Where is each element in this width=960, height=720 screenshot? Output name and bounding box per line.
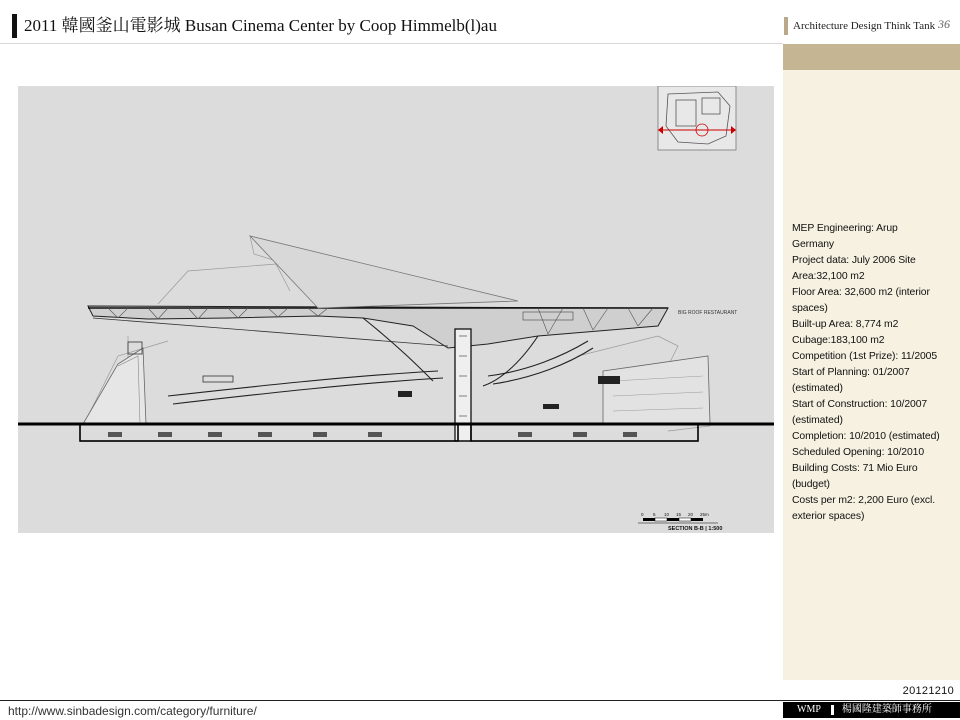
section-drawing-svg (18, 86, 774, 533)
scale-tick-4: 20 (688, 512, 694, 517)
key-plan-thumbnail (658, 86, 736, 150)
section-label: SECTION B-B | 1:500 (668, 526, 723, 532)
think-tank-accent-bar (784, 17, 788, 35)
footer-divider (0, 700, 960, 701)
info-line: Project data: July 2006 Site (792, 255, 916, 266)
info-line: (estimated) (792, 415, 843, 426)
info-line: Area:32,100 m2 (792, 271, 865, 282)
roof-wing (250, 236, 518, 308)
info-line: Start of Construction: 10/2007 (792, 399, 928, 410)
section-drawing (18, 86, 774, 533)
info-line: Costs per m2: 2,200 Euro (excl. (792, 495, 936, 506)
think-tank-label: Architecture Design Think Tank (793, 20, 936, 32)
scale-tick-2: 10 (664, 512, 670, 517)
date-stamp: 20121210 (902, 685, 954, 697)
info-line: (estimated) (792, 383, 843, 394)
info-line: Start of Planning: 01/2007 (792, 367, 910, 378)
info-line: MEP Engineering: Arup (792, 223, 898, 234)
page-title: 2011 韓國釜山電影城 Busan Cinema Center by Coop Himmelb(l)au (24, 16, 497, 35)
info-line: Building Costs: 71 Mio Euro (792, 463, 918, 474)
info-line: Scheduled Opening: 10/2010 (792, 447, 925, 458)
info-line: Built-up Area: 8,774 m2 (792, 319, 899, 330)
scale-tick-5: 25m (700, 512, 709, 517)
page-number: 36 (938, 17, 950, 31)
side-panel-header-band (783, 44, 960, 70)
info-line: spaces) (792, 303, 828, 314)
scale-tick-1: 5 (653, 512, 656, 517)
info-line: Completion: 10/2010 (estimated) (792, 431, 940, 442)
project-info (792, 221, 954, 525)
restaurant-label: BIG ROOF RESTAURANT (678, 310, 738, 316)
left-facade (83, 348, 146, 424)
info-line: exterior spaces) (792, 511, 865, 522)
info-line: (budget) (792, 479, 830, 490)
logo-firm-name: 楊國隆建築師事務所 (841, 704, 932, 715)
scale-tick-0: 0 (641, 512, 644, 517)
info-line: Cubage:183,100 m2 (792, 335, 885, 346)
source-url-link[interactable]: http://www.sinbadesign.com/category/furniture/ (8, 704, 257, 718)
info-line: Competition (1st Prize): 11/2005 (792, 351, 938, 362)
roof-truss (88, 306, 668, 348)
right-building (603, 356, 710, 424)
info-line: Germany (792, 239, 835, 250)
title-accent-bar (12, 14, 17, 38)
logo-separator (831, 705, 834, 715)
scale-tick-3: 15 (676, 512, 682, 517)
ground-and-basement (18, 424, 774, 441)
info-line: Floor Area: 32,600 m2 (interior (792, 287, 930, 298)
header-divider (0, 43, 783, 44)
footer-logo (783, 702, 960, 718)
logo-wmp: WMP (797, 704, 821, 715)
scale-bar (638, 512, 722, 532)
